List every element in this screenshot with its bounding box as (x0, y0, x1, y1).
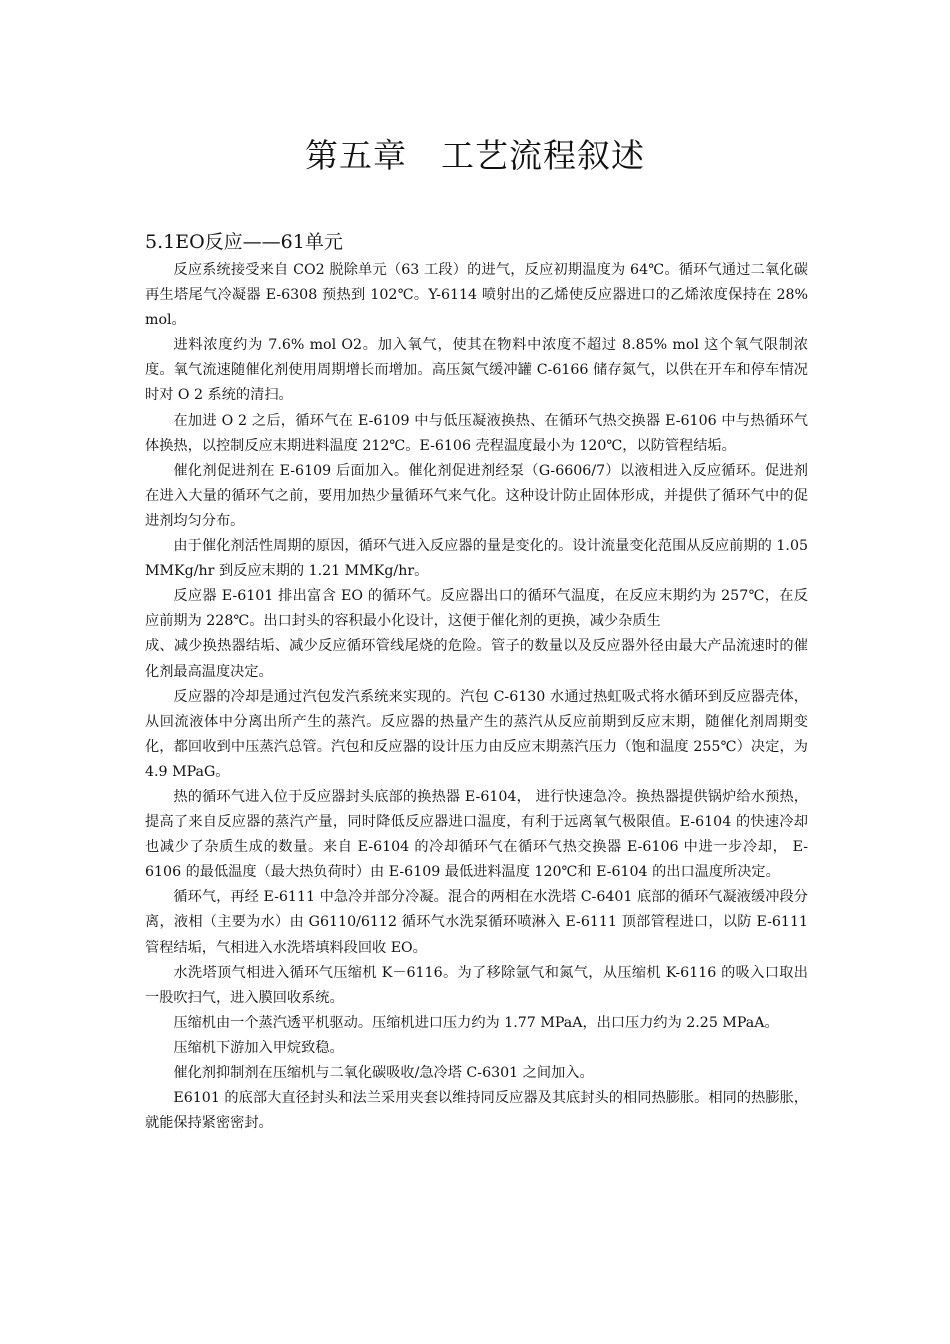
paragraph: 催化剂促进剂在 E-6109 后面加入。催化剂促进剂经泵（G-6606/7）以液相进入反应循环。促进剂在进入大量的循环气之前，要用加热少量循环气来气化。这种设计防止固体形成，并提供了循环气中的促进剂均匀分布。 (145, 462, 808, 529)
chapter-title: 第五章 工艺流程叙述 (305, 136, 645, 175)
paragraph: 催化剂抑制剂在压缩机与二氧化碳吸收/急冷塔 C-6301 之间加入。 (173, 1065, 594, 1081)
paragraph: 反应系统接受来自 CO2 脱除单元（63 工段）的进气，反应初期温度为 64℃。循环气通过二氧化碳再生塔尾气冷凝器 E-6308 预热到 102℃。Y-6114 喷射出的乙烯使反应器进口的乙烯浓度保持在 28% mol。 (145, 262, 808, 329)
paragraph: 循环气，再经 E-6111 中急冷并部分冷凝。混合的两相在水洗塔 C-6401 底部的循环气凝液缓冲段分离，液相（主要为水）由 G6110/6112 循环气水洗泵循环喷淋入 E-6111 顶部管程进口，以防 E-6111 管程结垢，气相进入水洗塔填料段回收 EO。 (145, 889, 808, 956)
paragraph: E6101 的底部大直径封头和法兰采用夹套以维持同反应器及其底封头的相同热膨胀。相同的热膨胀，就能保持紧密密封。 (145, 1090, 808, 1132)
paragraph: 由于催化剂活性周期的原因，循环气进入反应器的量是变化的。设计流量变化范围从反应前期的 1.05 MMKg/hr 到反应末期的 1.21 MMKg/hr。 (145, 538, 808, 580)
paragraph: 反应器的冷却是通过汽包发汽系统来实现的。汽包 C-6130 水通过热虹吸式将水循环到反应器壳体，从回流液体中分离出所产生的蒸汽。反应器的热量产生的蒸汽从反应前期到反应末期，随催化剂周期变化，都回收到中压蒸汽总管。汽包和反应器的设计压力由反应末期蒸汽压力（饱和温度 255℃）决定，为 4.9 MPaG。 (145, 688, 808, 780)
paragraph: 压缩机下游加入甲烷致稳。 (173, 1039, 344, 1056)
section-heading: 5.1EO反应——61单元 (145, 231, 343, 253)
paragraph: 热的循环气进入位于反应器封头底部的换热器 E-6104， 进行快速急冷。换热器提供锅炉给水预热，提高了来自反应器的蒸汽产量，同时降低反应器进口温度，有利于远离氧气极限值。E-6104 的快速冷却也减少了杂质生成的数量。来自 E-6104 的冷却循环气在循环气热交换器 E-6106 中进一步冷却， E-6106 的最低温度（最大热负荷时）由 E-6109 最低进料温度 120℃和 E-6104 的出口温度所决定。 (145, 788, 808, 881)
paragraph: 反应器 E-6101 排出富含 EO 的循环气。反应器出口的循环气温度，在反应末期约为 257℃，在反应前期为 228℃。出口封头的容积最小化设计，这便于催化剂的更换，减少杂质生 (145, 588, 808, 630)
paragraph: 成、减少换热器结垢、减少反应循环管线尾烧的危险。管子的数量以及反应器外径由最大产品流速时的催化剂最高温度决定。 (145, 638, 808, 680)
paragraph: 压缩机由一个蒸汽透平机驱动。压缩机进口压力约为 1.77 MPaA，出口压力约为 2.25 MPaA。 (173, 1014, 779, 1031)
paragraph: 进料浓度约为 7.6% mol O2。加入氧气，使其在物料中浓度不超过 8.85% mol 这个氧气限制浓度。氧气流速随催化剂使用周期增长而增加。高压氮气缓冲罐 C-6166 储存氮气，以供在开车和停车情况时对 O 2 系统的清扫。 (145, 337, 808, 404)
body-text (145, 258, 808, 1136)
paragraph: 在加进 O 2 之后，循环气在 E-6109 中与低压凝液换热、在循环气热交换器 E-6106 中与热循环气体换热，以控制反应末期进料温度 212℃。E-6106 壳程温度最小为 120℃，以防管程结垢。 (145, 412, 808, 454)
paragraph: 水洗塔顶气相进入循环气压缩机 K－6116。为了移除氩气和氮气，从压缩机 K-6116 的吸入口取出一股吹扫气，进入膜回收系统。 (145, 964, 808, 1006)
